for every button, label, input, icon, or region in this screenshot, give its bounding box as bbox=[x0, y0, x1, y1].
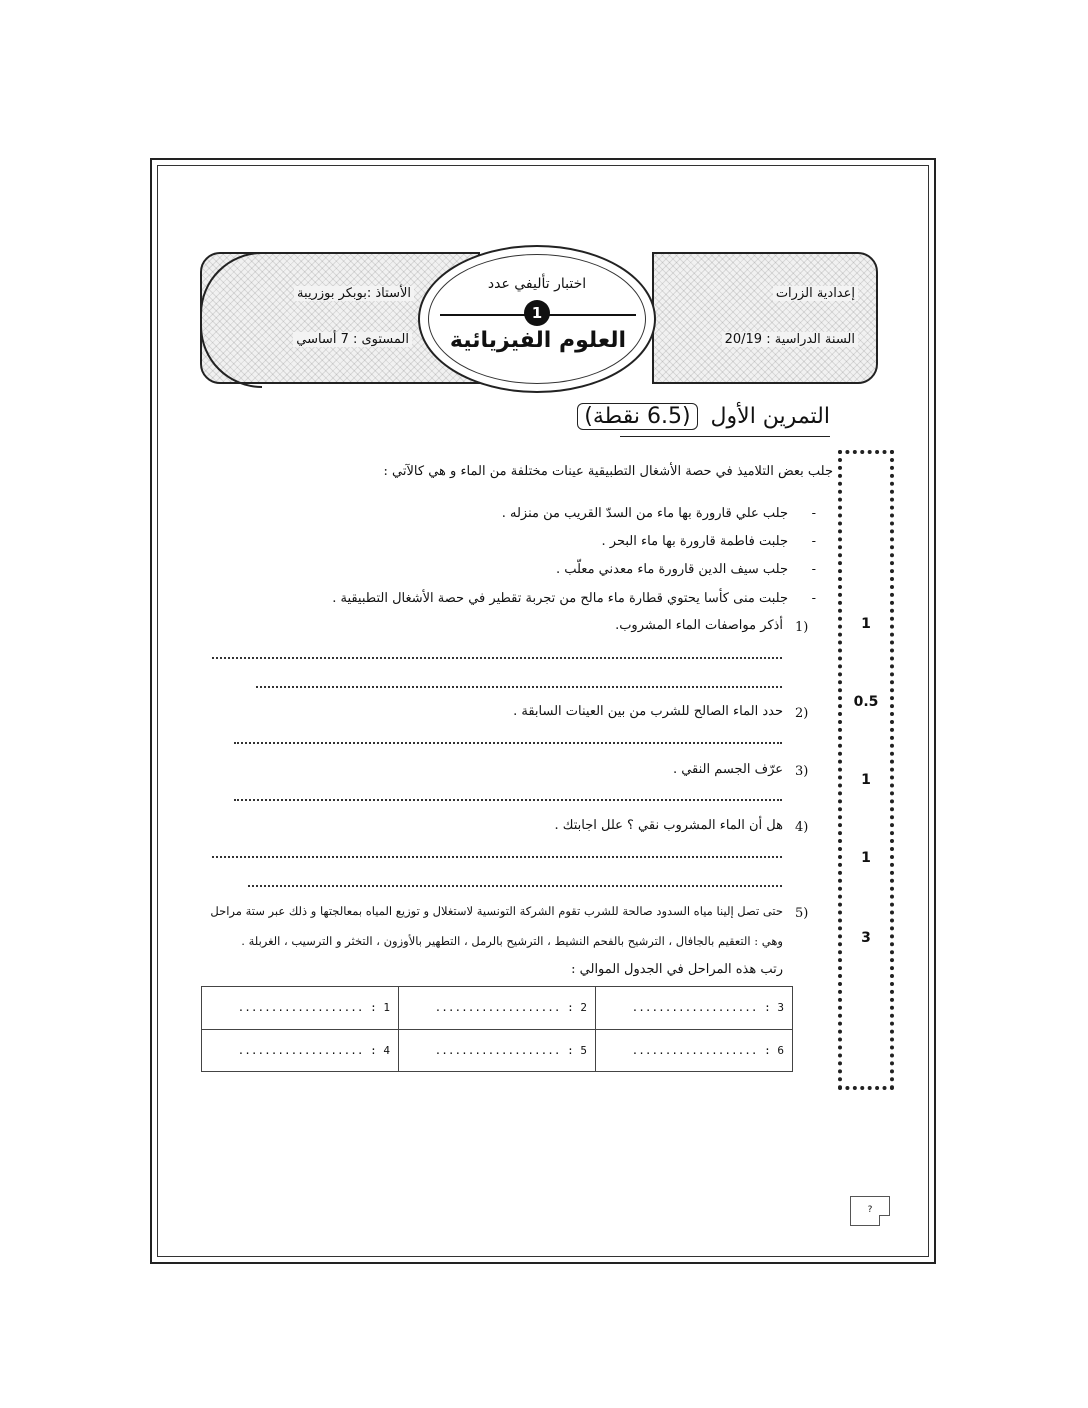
question-4-text: هل أن الماء المشروب نقي ؟ علل اجابتك . bbox=[554, 818, 783, 833]
stage-cell[interactable]: 5 : ................... bbox=[399, 1029, 596, 1072]
answer-line[interactable] bbox=[248, 885, 782, 887]
question-3-text: عرّف الجسم النقي . bbox=[672, 762, 783, 777]
mark-q2: 0.5 bbox=[853, 694, 879, 710]
answer-line[interactable] bbox=[256, 686, 782, 688]
question-3-number: 3) bbox=[795, 764, 809, 779]
question-1-number: 1) bbox=[795, 620, 809, 635]
stage-cell[interactable]: 1 : ................... bbox=[202, 987, 399, 1030]
header-year: السنة الدراسية : 20/19 bbox=[722, 332, 858, 347]
header-school: إعدادية الزرات bbox=[773, 286, 858, 301]
subject-title: العلوم الفيزيائية bbox=[449, 328, 627, 353]
table-row bbox=[202, 987, 793, 1030]
mark-q1: 1 bbox=[861, 616, 871, 632]
question-2-number: 2) bbox=[795, 706, 809, 721]
stages-table bbox=[201, 986, 793, 1072]
answer-line[interactable] bbox=[212, 657, 782, 659]
stage-cell[interactable]: 3 : ................... bbox=[596, 987, 793, 1030]
question-5-stages: وهي : التعقيم بالجافال ، الترشيح بالفحم النشيط ، الترشيح بالرمل ، التطهير بالأوزون ، التخثر و الترسيب ، الغربلة . bbox=[241, 934, 783, 948]
sample-item: - جلبت فاطمة قارورة بها ماء البحر . bbox=[602, 534, 788, 549]
answer-line[interactable] bbox=[234, 799, 782, 801]
question-5-number: 5) bbox=[795, 906, 809, 921]
sample-item: - جلبت منى كأسا يحتوي قطارة ماء مالح من تجربة تقطير في حصة الأشغال التطبيقية . bbox=[332, 591, 788, 606]
sample-item: - جلب علي قارورة بها ماء من السدّ القريب من منزله . bbox=[502, 506, 788, 521]
answer-line[interactable] bbox=[212, 856, 782, 858]
answer-line[interactable] bbox=[234, 742, 782, 744]
mark-q5: 3 bbox=[861, 930, 871, 946]
exam-type: اختبار تأليفي عدد bbox=[487, 276, 587, 292]
question-5-instruction: رتب هذه المراحل في الجدول الموالي : bbox=[571, 962, 783, 977]
exercise-title-underline bbox=[620, 436, 830, 437]
exercise-intro: جلب بعض التلاميذ في حصة الأشغال التطبيقية عينات مختلفة من الماء و هي كالآتي : bbox=[383, 464, 833, 479]
header-level: المستوى : 7 أساسي bbox=[293, 332, 412, 347]
header-right-panel bbox=[652, 252, 878, 384]
page-number: ? bbox=[850, 1196, 890, 1226]
exercise-title-text: التمرين الأول bbox=[710, 404, 830, 429]
exercise-points: (6.5 نقطة) bbox=[577, 403, 697, 430]
question-4-number: 4) bbox=[795, 820, 809, 835]
exam-number-badge: 1 bbox=[524, 300, 550, 326]
mark-q3: 1 bbox=[861, 772, 871, 788]
question-2-text: حدد الماء الصالح للشرب من بين العينات السابقة . bbox=[513, 704, 783, 719]
stage-cell[interactable]: 4 : ................... bbox=[202, 1029, 399, 1072]
question-5-text: حتى تصل إلينا مياه السدود صالحة للشرب تقوم الشركة التونسية لاستغلال و توزيع المياه بمعالجتها و ذلك عبر ستة مراحل bbox=[210, 904, 783, 918]
stage-cell[interactable]: 2 : ................... bbox=[399, 987, 596, 1030]
question-1-text: أذكر مواصفات الماء المشروب. bbox=[615, 618, 783, 633]
stage-cell[interactable]: 6 : ................... bbox=[596, 1029, 793, 1072]
mark-q4: 1 bbox=[861, 850, 871, 866]
marks-column bbox=[838, 450, 894, 1090]
table-row bbox=[202, 1029, 793, 1072]
exercise-title bbox=[577, 404, 830, 429]
sample-item: - جلب سيف الدين قارورة ماء معدني معلّب . bbox=[556, 562, 788, 577]
header-teacher: الأستاذ :بوبكر بوزريبة bbox=[294, 286, 414, 301]
